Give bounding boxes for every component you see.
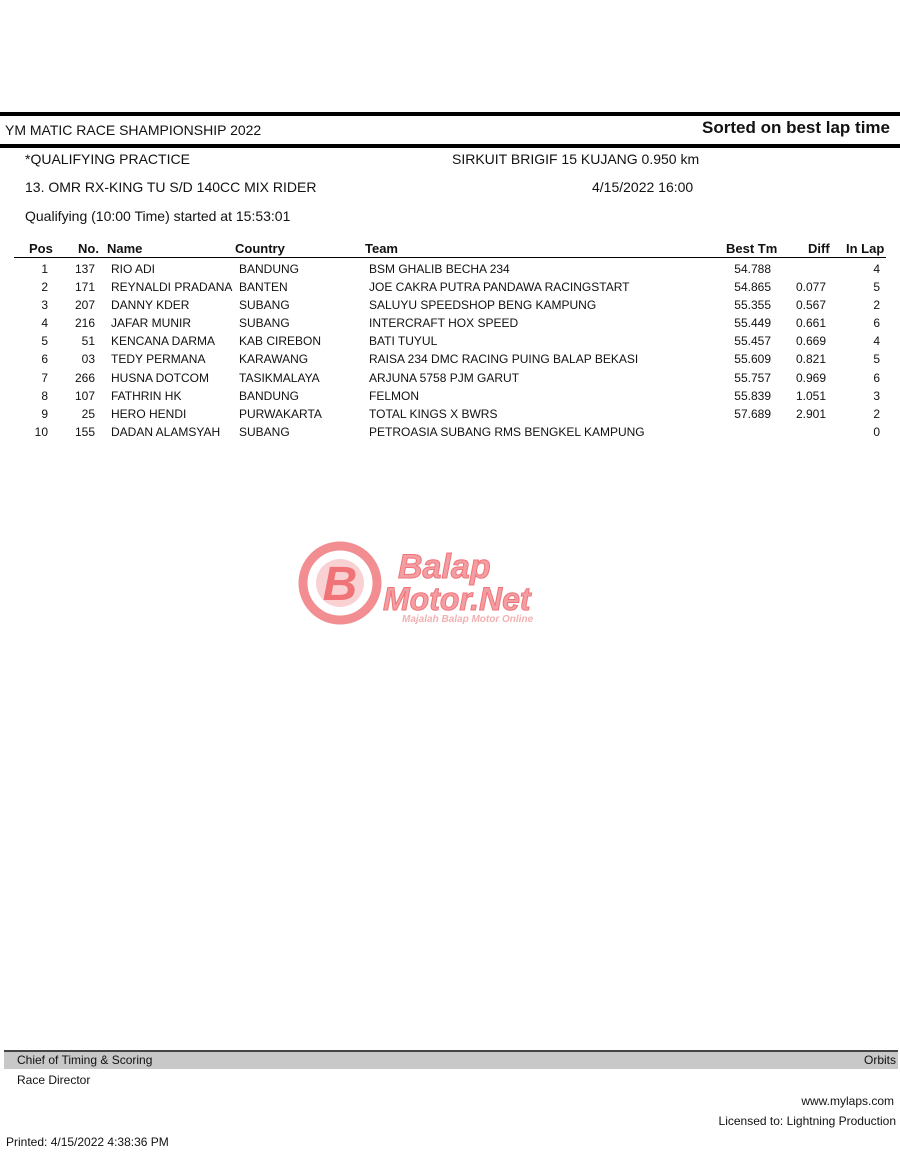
table-row <box>0 407 900 425</box>
cell-pos: 4 <box>41 316 48 331</box>
cell-pos: 3 <box>41 298 48 313</box>
cell-team: ARJUNA 5758 PJM GARUT <box>369 370 520 385</box>
cell-team: SALUYU SPEEDSHOP BENG KAMPUNG <box>369 298 597 313</box>
chief-of-timing-label: Chief of Timing & Scoring <box>17 1053 153 1067</box>
circuit-name: SIRKUIT BRIGIF 15 KUJANG 0.950 km <box>452 151 700 167</box>
cell-country: SUBANG <box>239 316 290 331</box>
cell-in-lap: 2 <box>873 406 880 421</box>
column-header-lap: In Lap <box>846 241 885 256</box>
cell-number: 216 <box>74 316 95 331</box>
logo-b-letter: B <box>322 558 358 611</box>
cell-team: BSM GHALIB BECHA 234 <box>369 262 510 276</box>
column-header-best: Best Tm <box>726 241 778 256</box>
class-name: 13. OMR RX-KING TU S/D 140CC MIX RIDER <box>25 179 317 195</box>
cell-pos: 6 <box>41 352 48 367</box>
cell-diff: 0.821 <box>795 352 826 367</box>
cell-country: KARAWANG <box>239 352 309 367</box>
cell-name: TEDY PERMANA <box>111 352 206 367</box>
cell-team: TOTAL KINGS X BWRS <box>369 406 498 421</box>
table-row <box>0 280 900 298</box>
championship-title: YM MATIC RACE SHAMPIONSHIP 2022 <box>5 122 262 138</box>
cell-number: 171 <box>74 280 95 295</box>
column-header-team: Team <box>365 241 398 256</box>
sort-label: Sorted on best lap time <box>702 118 890 137</box>
table-row <box>0 389 900 407</box>
cell-team: RAISA 234 DMC RACING PUING BALAP BEKASI <box>369 352 639 367</box>
cell-best-time: 55.609 <box>734 352 771 367</box>
cell-number: 266 <box>74 370 95 385</box>
cell-diff: 2.901 <box>795 406 826 421</box>
cell-name: DANNY KDER <box>111 298 190 313</box>
cell-number: 107 <box>74 388 95 403</box>
cell-diff: 0.661 <box>795 316 826 331</box>
cell-name: REYNALDI PRADANA <box>111 280 233 295</box>
logo-tagline: Majalah Balap Motor Online <box>402 614 534 625</box>
orbits-label: Orbits <box>863 1053 896 1067</box>
cell-best-time: 55.457 <box>734 334 771 349</box>
cell-in-lap: 3 <box>873 388 880 403</box>
table-row <box>0 371 900 389</box>
cell-best-time: 55.757 <box>734 370 771 385</box>
cell-team: INTERCRAFT HOX SPEED <box>369 316 519 331</box>
cell-country: BANTEN <box>239 280 288 295</box>
column-header-no: No. <box>78 241 99 256</box>
cell-pos: 5 <box>41 334 48 349</box>
cell-name: JAFAR MUNIR <box>111 316 192 331</box>
cell-country: BANDUNG <box>239 388 300 403</box>
cell-name: HUSNA DOTCOM <box>111 370 210 385</box>
cell-country: SUBANG <box>239 424 290 439</box>
cell-country: TASIKMALAYA <box>239 370 320 385</box>
table-row <box>0 298 900 316</box>
cell-name: HERO HENDI <box>111 406 187 421</box>
cell-diff: 0.969 <box>795 370 826 385</box>
cell-best-time: 55.839 <box>734 388 771 403</box>
cell-country: PURWAKARTA <box>239 406 322 421</box>
cell-best-time: 57.689 <box>734 406 771 421</box>
cell-pos: 2 <box>41 280 48 295</box>
column-header-country: Country <box>235 241 285 256</box>
cell-number: 155 <box>74 424 95 439</box>
session-start-info: Qualifying (10:00 Time) started at 15:53:01 <box>25 208 291 224</box>
cell-best-time: 54.788 <box>734 262 771 276</box>
cell-number: 25 <box>81 406 95 421</box>
cell-pos: 8 <box>41 388 48 403</box>
cell-in-lap: 5 <box>873 352 880 367</box>
website-link[interactable]: www.mylaps.com <box>801 1094 894 1108</box>
cell-best-time: 54.865 <box>734 280 771 295</box>
cell-number: 137 <box>74 262 95 276</box>
header-top-rule <box>0 112 900 116</box>
cell-in-lap: 4 <box>873 262 880 276</box>
cell-team: JOE CAKRA PUTRA PANDAWA RACINGSTART <box>369 280 630 295</box>
header-bottom-rule <box>0 144 900 148</box>
cell-in-lap: 2 <box>873 298 880 313</box>
table-row <box>0 262 900 280</box>
printed-timestamp: Printed: 4/15/2022 4:38:36 PM <box>6 1135 169 1149</box>
cell-in-lap: 6 <box>873 370 880 385</box>
cell-in-lap: 0 <box>873 424 880 439</box>
cell-number: 51 <box>81 334 95 349</box>
table-row <box>0 334 900 352</box>
cell-name: DADAN ALAMSYAH <box>111 424 221 439</box>
cell-pos: 10 <box>34 424 48 439</box>
license-text: Licensed to: Lightning Production <box>718 1114 896 1128</box>
cell-in-lap: 4 <box>873 334 880 349</box>
column-header-diff: Diff <box>808 241 830 256</box>
cell-name: KENCANA DARMA <box>111 334 216 349</box>
cell-name: FATHRIN HK <box>111 388 182 403</box>
cell-pos: 7 <box>41 370 48 385</box>
cell-best-time: 55.355 <box>734 298 771 313</box>
cell-in-lap: 5 <box>873 280 880 295</box>
footer-bar <box>4 1050 898 1069</box>
cell-number: 207 <box>74 298 95 313</box>
cell-diff: 1.051 <box>795 388 826 403</box>
column-header-name: Name <box>107 241 143 256</box>
session-name: *QUALIFYING PRACTICE <box>25 151 190 167</box>
table-row <box>0 316 900 334</box>
cell-number: 03 <box>81 352 95 367</box>
logo-word-motornet: Motor.Net <box>383 581 531 617</box>
logo-word-balap: Balap <box>398 548 491 586</box>
cell-pos: 1 <box>41 262 48 276</box>
column-header-rule <box>14 257 886 258</box>
cell-diff: 0.077 <box>795 280 826 295</box>
column-header-pos: Pos <box>29 241 53 256</box>
table-row <box>0 425 900 443</box>
cell-country: BANDUNG <box>239 262 300 276</box>
cell-best-time: 55.449 <box>734 316 771 331</box>
cell-pos: 9 <box>41 406 48 421</box>
cell-in-lap: 6 <box>873 316 880 331</box>
cell-team: BATI TUYUL <box>369 334 438 349</box>
results-table <box>0 262 900 443</box>
cell-team: FELMON <box>369 388 420 403</box>
cell-country: SUBANG <box>239 298 290 313</box>
cell-team: PETROASIA SUBANG RMS BENGKEL KAMPUNG <box>369 424 645 439</box>
cell-country: KAB CIREBON <box>239 334 322 349</box>
cell-diff: 0.669 <box>795 334 826 349</box>
table-row <box>0 352 900 370</box>
balapmotor-watermark-logo <box>298 538 603 628</box>
cell-name: RIO ADI <box>111 262 156 276</box>
cell-diff: 0.567 <box>795 298 826 313</box>
race-director-label: Race Director <box>17 1073 91 1087</box>
session-datetime: 4/15/2022 16:00 <box>592 179 694 195</box>
